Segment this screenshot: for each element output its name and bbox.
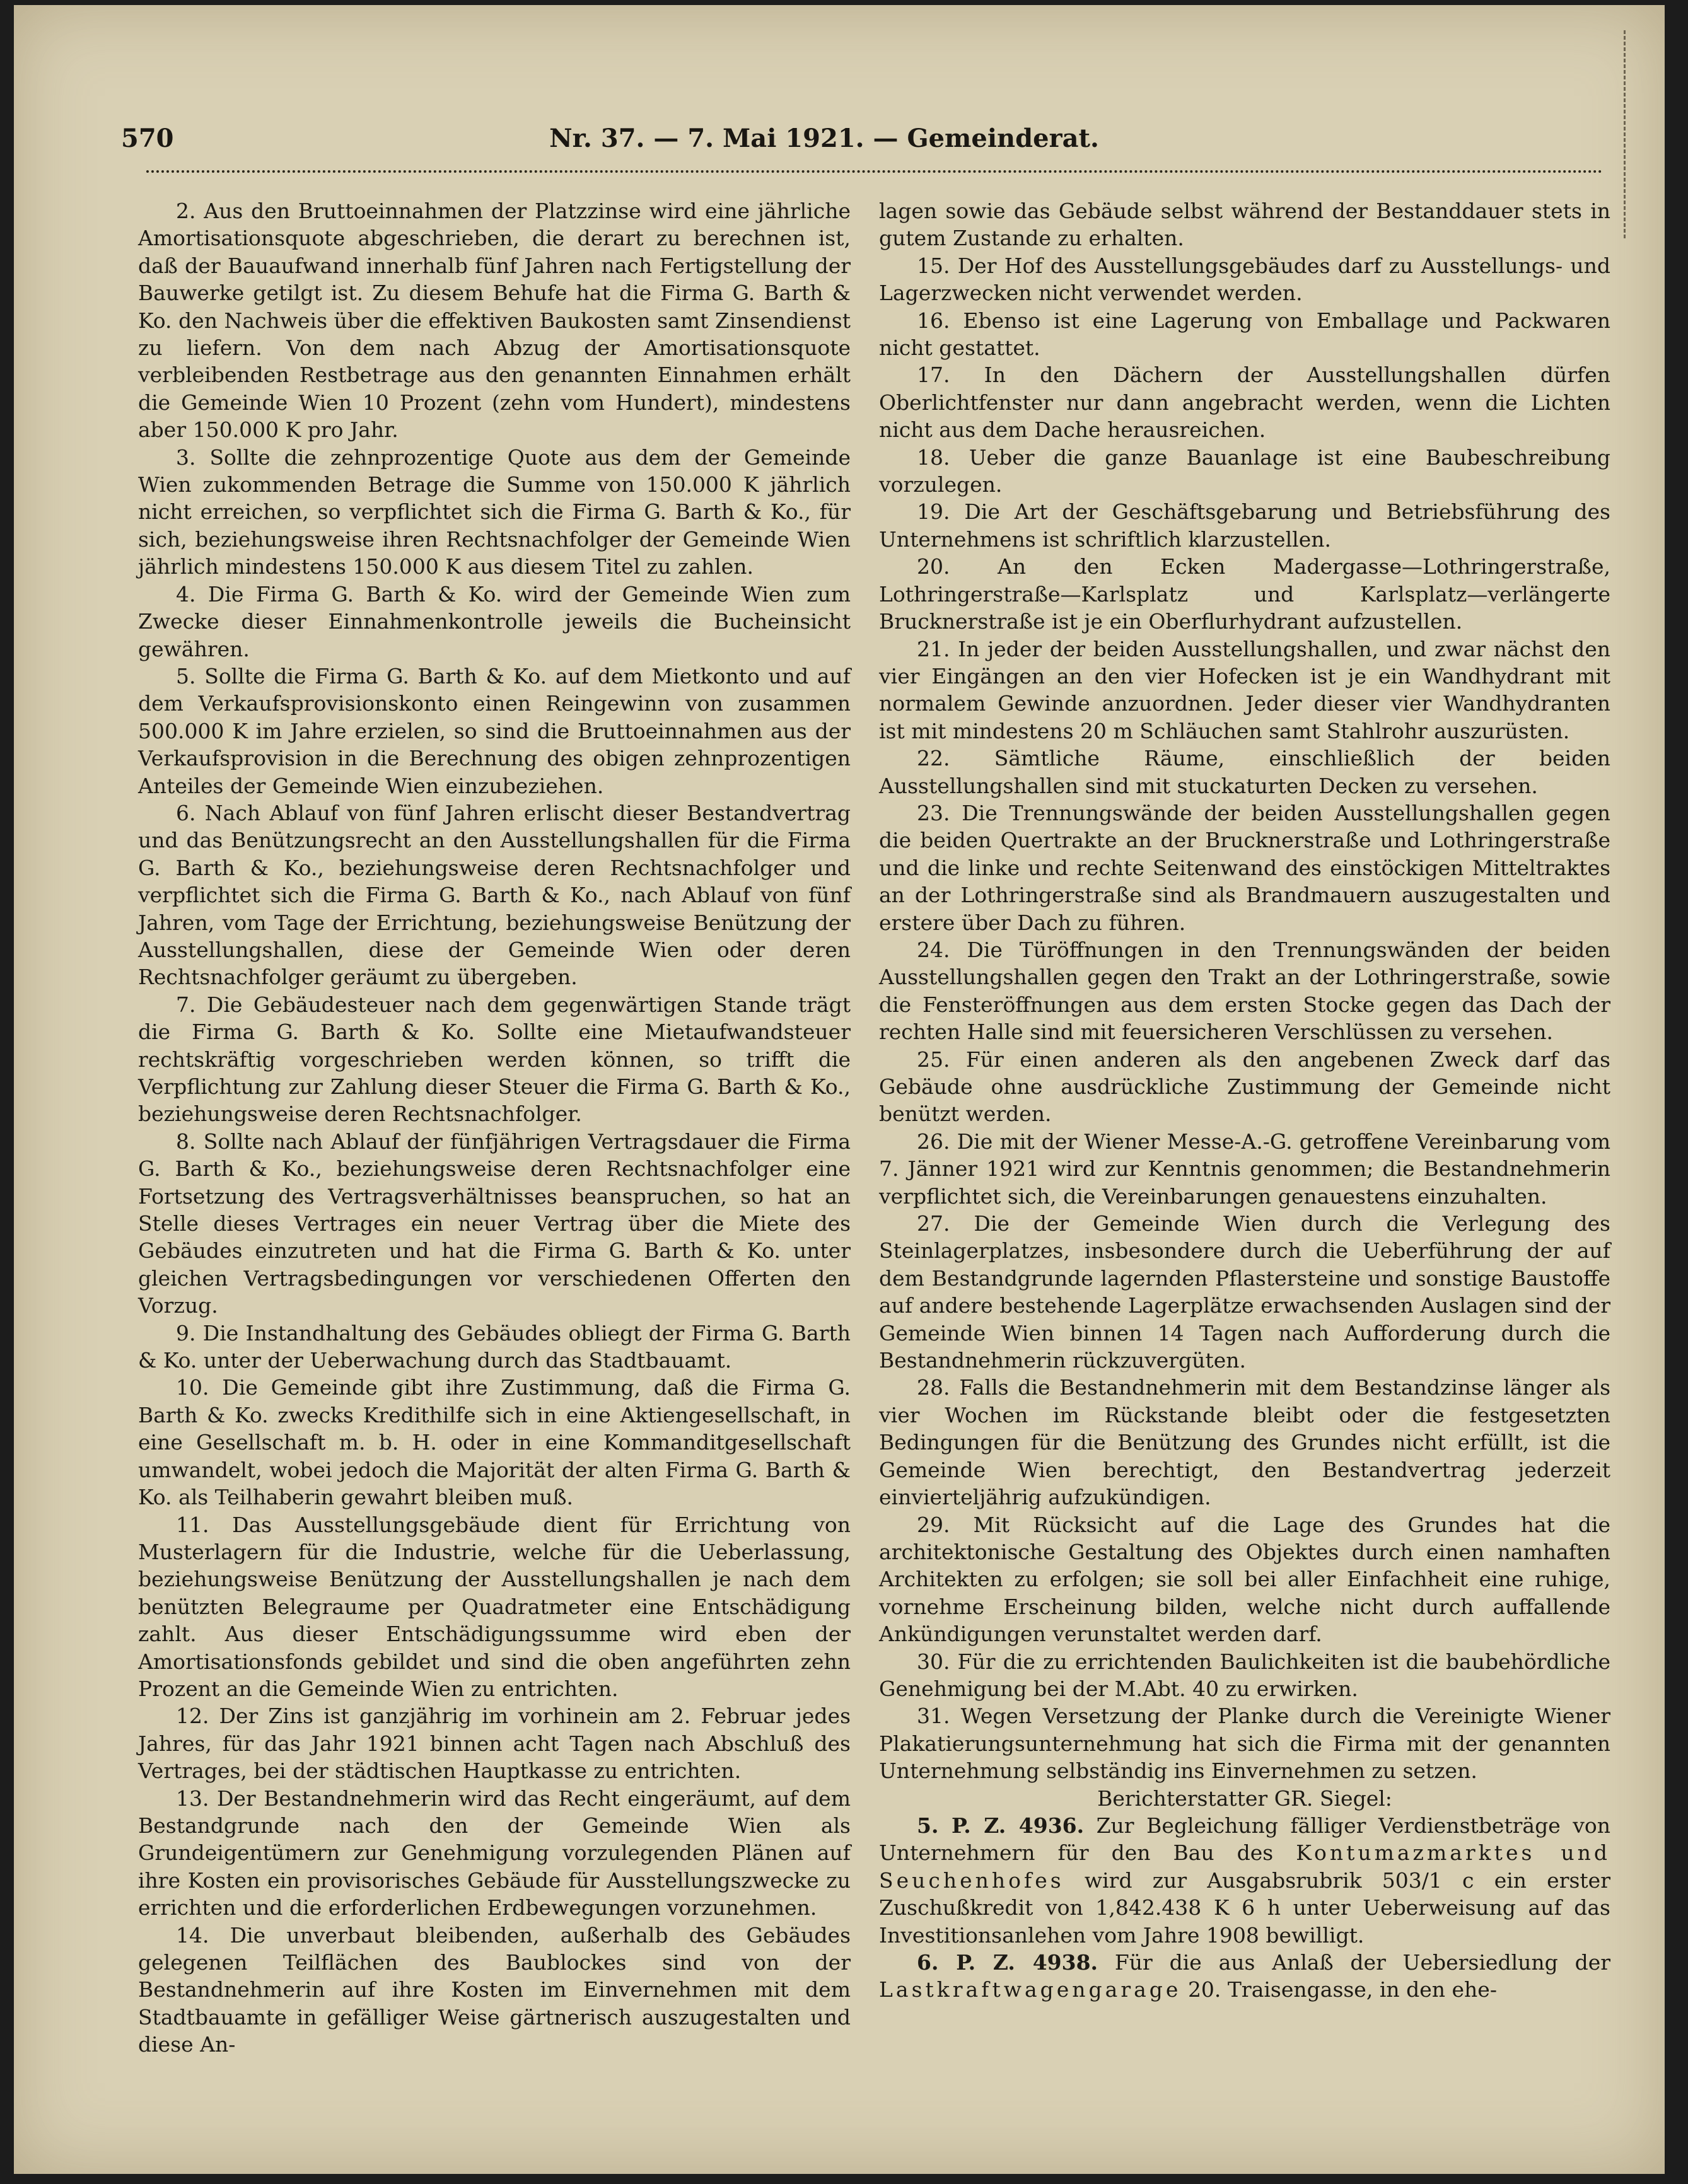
- paragraph: 31. Wegen Versetzung der Planke durch die Vereinigte Wiener Plakatierungsunternehmung hat sich die Firma mit der genannten Unternehmung selbständig ins Einvernehmen zu setzen.: [879, 1704, 1610, 1784]
- paragraph: lagen sowie das Gebäude selbst während der Bestanddauer stets in gutem Zustande zu erhalten.: [879, 199, 1610, 251]
- paragraph: 25. Für einen anderen als den angebenen Zweck darf das Gebäude ohne ausdrückliche Zustimmung der Gemeinde nicht benützt werden.: [879, 1047, 1610, 1127]
- paragraph: 20. An den Ecken Madergasse—Lothringerstraße, Lothringerstraße—Karlsplatz und Karlsplatz—verlängerte Brucknerstraße ist je ein Oberflurhydrant aufzustellen.: [879, 554, 1610, 634]
- paragraph: 17. In den Dächern der Ausstellungshallen dürfen Oberlichtfenster nur dann angebracht werden, wenn die Lichten nicht aus dem Dache herausreichen.: [879, 363, 1610, 443]
- paragraph: 13. Der Bestandnehmerin wird das Recht eingeräumt, auf dem Bestandgrunde nach den der Gemeinde Wien als Grundeigentümern zur Genehmigung vorzulegenden Plänen auf ihre Kosten ein provisorisches Gebäude für Ausstellungszwecke zu errichten und die erforderlichen Erdbewegungen vorzunehmen.: [138, 1786, 851, 1920]
- paragraph: 15. Der Hof des Ausstellungsgebäudes darf zu Ausstellungs- und Lagerzwecken nicht verwendet werden.: [879, 253, 1610, 306]
- paragraph: 30. Für die zu errichtenden Baulichkeiten ist die baubehördliche Genehmigung bei der M.Abt. 40 zu erwirken.: [879, 1649, 1610, 1701]
- page-number: 570: [121, 124, 174, 153]
- paragraph: 3. Sollte die zehnprozentige Quote aus dem der Gemeinde Wien zukommenden Betrage die Summe von 150.000 K jährlich nicht erreichen, so verpflichtet sich die Firma G. Barth & Ko., für sich, beziehungsweise ihren Rechtsnachfolger der Gemeinde Wien jährlich mindestens 150.000 K aus diesem Titel zu zahlen.: [138, 444, 851, 579]
- document-page: [14, 5, 1665, 2174]
- spaced-name: Kontumazmarktes und Seuchenhofes: [879, 1840, 1610, 1893]
- paragraph: 21. In jeder der beiden Ausstellungshallen, und zwar nächst den vier Eingängen an den vier Hofecken ist je ein Wandhydrant mit normalem Gewinde anzuordnen. Jeder dieser vier Wandhydranten ist mit mindestens 20 m Schläuchen samt Stahlrohr auszurüsten.: [879, 636, 1610, 743]
- paragraph: 11. Das Ausstellungsgebäude dient für Errichtung von Musterlagern für die Industrie, welche für die Ueberlassung, beziehungsweise Benützung der Ausstellungshallen je nach dem benützten Belegraume per Quadratmeter eine Entschädigung zahlt. Aus dieser Entschädigungssumme wird eben der Amortisationsfonds gebildet und sind die oben angeführten zehn Prozent an die Gemeinde Wien zu entrichten.: [138, 1512, 851, 1701]
- paragraph: 14. Die unverbaut bleibenden, außerhalb des Gebäudes gelegenen Teilflächen des Baublockes sind von der Bestandnehmerin auf ihre Kosten im Einvernehmen mit dem Stadtbauamte in gefälliger Weise gärtnerisch auszugestalten und diese An-: [138, 1922, 851, 2057]
- item-number: 6. P. Z. 4938.: [917, 1950, 1098, 1975]
- paragraph: 23. Die Trennungswände der beiden Ausstellungshallen gegen die beiden Quertrakte an der Brucknerstraße und Lothringerstraße und die linke und rechte Seitenwand des einstöckigen Mitteltraktes an der Lothringerstraße sind als Brandmauern auszugestalten und erstere über Dach zu führen.: [879, 800, 1610, 935]
- spaced-name: Lastkraftwagengarage: [879, 1977, 1182, 2002]
- paragraph: 8. Sollte nach Ablauf der fünfjährigen Vertragsdauer die Firma G. Barth & Ko., beziehungsweise deren Rechtsnachfolger eine Fortsetzung des Vertragsverhältnisses beanspruchen, so hat an Stelle dieses Vertrages ein neuer Vertrag über die Miete des Gebäudes einzutreten und hat die Firma G. Barth & Ko. unter gleichen Vertragsbedingungen vor verschiedenen Offerten den Vorzug.: [138, 1129, 851, 1318]
- paragraph: 6. Nach Ablauf von fünf Jahren erlischt dieser Bestandvertrag und das Benützungsrecht an den Ausstellungshallen für die Firma G. Barth & Ko., beziehungsweise deren Rechtsnachfolger und verpflichtet sich die Firma G. Barth & Ko., nach Ablauf von fünf Jahren, vom Tage der Errichtung, beziehungsweise Benützung der Ausstellungshallen, diese der Gemeinde Wien oder deren Rechtsnachfolger geräumt zu übergeben.: [138, 800, 851, 990]
- agenda-item-6: [879, 1949, 1610, 2004]
- paragraph: 4. Die Firma G. Barth & Ko. wird der Gemeinde Wien zum Zwecke dieser Einnahmenkontrolle jeweils die Bucheinsicht gewähren.: [138, 581, 851, 661]
- left-column: [138, 197, 851, 2059]
- paragraph: 16. Ebenso ist eine Lagerung von Emballage und Packwaren nicht gestattet.: [879, 308, 1610, 361]
- edge-mark: [1620, 30, 1626, 238]
- paragraph: 5. Sollte die Firma G. Barth & Ko. auf dem Mietkonto und auf dem Verkaufsprovisionskonto einen Reingewinn von zusammen 500.000 K im Jahre erzielen, so sind die Bruttoeinnahmen aus der Verkaufsprovision in die Berechnung des obigen zehnprozentigen Anteiles der Gemeinde Wien einzubeziehen.: [138, 663, 851, 798]
- paragraph: 28. Falls die Bestandnehmerin mit dem Bestandzinse länger als vier Wochen im Rückstande bleibt oder die festgesetzten Bedingungen für die Benützung des Grundes nicht erfüllt, ist die Gemeinde Wien berechtigt, den Bestandvertrag jederzeit einvierteljährig aufzukündigen.: [879, 1375, 1610, 1510]
- item-text: Zur Begleichung fälliger Verdienstbeträge von Unternehmern für den Bau des: [879, 1813, 1610, 1866]
- paragraph: 29. Mit Rücksicht auf die Lage des Grundes hat die architektonische Gestaltung des Objektes durch einen namhaften Architekten zu erfolgen; sie soll bei aller Einfachheit eine ruhige, vornehme Erscheinung bilden, welche nicht durch auffallende Ankündigungen verunstaltet werden darf.: [879, 1512, 1610, 1647]
- right-column: [879, 197, 1610, 2004]
- item-text: wird zur Ausgabsrubrik 503/1 c ein erster Zuschußkredit von 1,842.438 K 6 h unter Ueberweisung auf das Investitionsanlehen vom Jahre 1908 bewilligt.: [879, 1867, 1610, 1948]
- page-header: [121, 124, 1527, 161]
- paragraph: 12. Der Zins ist ganzjährig im vorhinein am 2. Februar jedes Jahres, für das Jahr 1921 binnen acht Tagen nach Abschluß des Vertrages, bei der städtischen Hauptkasse zu entrichten.: [138, 1704, 851, 1784]
- paragraph: 18. Ueber die ganze Bauanlage ist eine Baubeschreibung vorzulegen.: [879, 444, 1610, 497]
- item-number: 5. P. Z. 4936.: [917, 1813, 1085, 1838]
- item-text: Für die aus Anlaß der Uebersiedlung der: [1114, 1950, 1610, 1975]
- paragraph: 10. Die Gemeinde gibt ihre Zustimmung, daß die Firma G. Barth & Ko. zwecks Kredithilfe sich in eine Aktiengesellschaft, in eine Gesellschaft m. b. H. oder in eine Kommanditgesellschaft umwandelt, wobei jedoch die Majorität der alten Firma G. Barth & Ko. als Teilhaberin gewahrt bleiben muß.: [138, 1375, 851, 1510]
- paragraph: 22. Sämtliche Räume, einschließlich der beiden Ausstellungshallen sind mit stuckaturten Decken zu versehen.: [879, 746, 1610, 798]
- paragraph: 24. Die Türöffnungen in den Trennungswänden der beiden Ausstellungshallen gegen den Trakt an der Lothringerstraße, sowie die Fensteröffnungen aus dem ersten Stocke gegen das Dach der rechten Halle sind mit feuersicheren Verschlüssen zu versehen.: [879, 937, 1610, 1045]
- header-rule: [146, 170, 1603, 173]
- running-title: Nr. 37. — 7. Mai 1921. — Gemeinderat.: [549, 124, 1099, 153]
- paragraph: 2. Aus den Bruttoeinnahmen der Platzzinse wird eine jährliche Amortisationsquote abgeschrieben, die derart zu berechnen ist, daß der Bauaufwand innerhalb fünf Jahren nach Fertigstellung der Bauwerke getilgt ist. Zu diesem Behufe hat die Firma G. Barth & Ko. den Nachweis über die effektiven Baukosten samt Zinsendienst zu liefern. Von dem nach Abzug der Amortisationsquote verbleibenden Restbetrage aus den genannten Einnahmen erhält die Gemeinde Wien 10 Prozent (zehn vom Hundert), mindestens aber 150.000 K pro Jahr.: [138, 199, 851, 443]
- speaker-heading: Berichterstatter GR. Siegel:: [1097, 1786, 1392, 1811]
- agenda-item-5: [879, 1812, 1610, 1949]
- item-text: 20. Traisengasse, in den ehe-: [1187, 1977, 1497, 2002]
- paragraph: 26. Die mit der Wiener Messe-A.-G. getroffene Vereinbarung vom 7. Jänner 1921 wird zur Kenntnis genommen; die Bestandnehmerin verpflichtet sich, die Vereinbarungen genauestens einzuhalten.: [879, 1129, 1610, 1209]
- paragraph: 7. Die Gebäudesteuer nach dem gegenwärtigen Stande trägt die Firma G. Barth & Ko. Sollte eine Mietaufwandsteuer rechtskräftig vorgeschrieben werden können, so trifft die Verpflichtung zur Zahlung dieser Steuer die Firma G. Barth & Ko., beziehungsweise deren Rechtsnachfolger.: [138, 992, 851, 1127]
- paragraph: 19. Die Art der Geschäftsgebarung und Betriebsführung des Unternehmens ist schriftlich klarzustellen.: [879, 499, 1610, 552]
- paragraph: 27. Die der Gemeinde Wien durch die Verlegung des Steinlagerplatzes, insbesondere durch die Ueberführung der auf dem Bestandgrunde lagernden Pflastersteine und sonstige Baustoffe auf andere bestehende Lagerplätze erwachsenden Auslagen sind der Gemeinde Wien binnen 14 Tagen nach Aufforderung durch die Bestandnehmerin rückzuvergüten.: [879, 1211, 1610, 1373]
- paragraph: 9. Die Instandhaltung des Gebäudes obliegt der Firma G. Barth & Ko. unter der Ueberwachung durch das Stadtbauamt.: [138, 1320, 851, 1373]
